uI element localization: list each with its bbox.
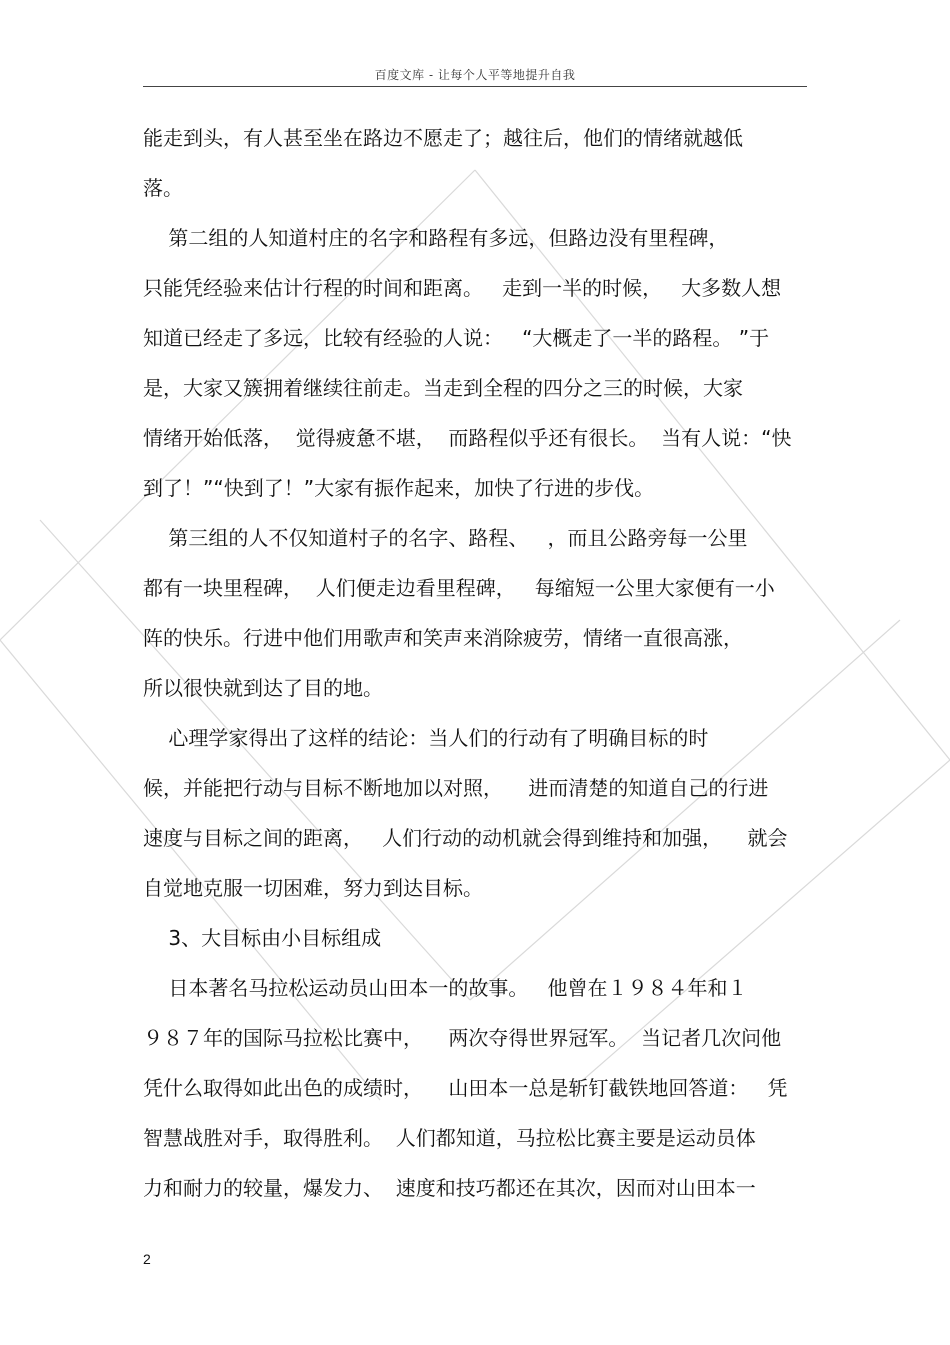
body-line: 能走到头，有人甚至坐在路边不愿走了；越往后，他们的情绪就越低	[143, 126, 743, 150]
body-line: 知道已经走了多远，比较有经验的人说： “大概走了一半的路程。 ”于	[143, 326, 770, 350]
body-line: 情绪开始低落， 觉得疲惫不堪， 而路程似乎还有很长。 当有人说：“快	[143, 426, 792, 450]
body-line: 都有一块里程碑， 人们便走边看里程碑， 每缩短一公里大家便有一小	[143, 576, 775, 600]
body-line: 阵的快乐。行进中他们用歌声和笑声来消除疲劳，情绪一直很高涨，	[143, 626, 743, 650]
body-line: 日本著名马拉松运动员山田本一的故事。 他曾在１９８４年和１	[143, 976, 748, 1000]
body-line: 心理学家得出了这样的结论：当人们的行动有了明确目标的时	[143, 726, 709, 750]
body-line: 速度与目标之间的距离， 人们行动的动机就会得到维持和加强， 就会	[143, 826, 788, 850]
page-number: 2	[143, 1251, 151, 1267]
page-header: 百度文库 - 让每个人平等地提升自我	[374, 68, 576, 82]
header-divider	[143, 86, 807, 87]
body-line: 力和耐力的较量，爆发力、 速度和技巧都还在其次，因而对山田本一	[143, 1176, 756, 1200]
body-line: 智慧战胜对手，取得胜利。 人们都知道，马拉松比赛主要是运动员体	[143, 1126, 756, 1150]
body-line: ９８７年的国际马拉松比赛中， 两次夺得世界冠军。 当记者几次问他	[143, 1026, 782, 1050]
body-line: 到了！”“快到了！”大家有振作起来，加快了行进的步伐。	[143, 476, 655, 500]
body-line: 自觉地克服一切困难，努力到达目标。	[143, 876, 483, 900]
body-line: 只能凭经验来估计行程的时间和距离。 走到一半的时候， 大多数人想	[143, 276, 782, 300]
body-line: 候，并能把行动与目标不断地加以对照， 进而清楚的知道自己的行进	[143, 776, 769, 800]
body-line: 是，大家又簇拥着继续往前走。当走到全程的四分之三的时候，大家	[143, 376, 743, 400]
body-line: 所以很快就到达了目的地。	[143, 676, 383, 700]
section-heading: 3、大目标由小目标组成	[143, 926, 382, 950]
body-line: 落。	[143, 176, 183, 200]
body-line: 第二组的人知道村庄的名字和路程有多远，但路边没有里程碑，	[143, 226, 729, 250]
body-line: 第三组的人不仅知道村子的名字、路程、 ，而且公路旁每一公里	[143, 526, 748, 550]
body-line: 凭什么取得如此出色的成绩时， 山田本一总是斩钉截铁地回答道： 凭	[143, 1076, 788, 1100]
